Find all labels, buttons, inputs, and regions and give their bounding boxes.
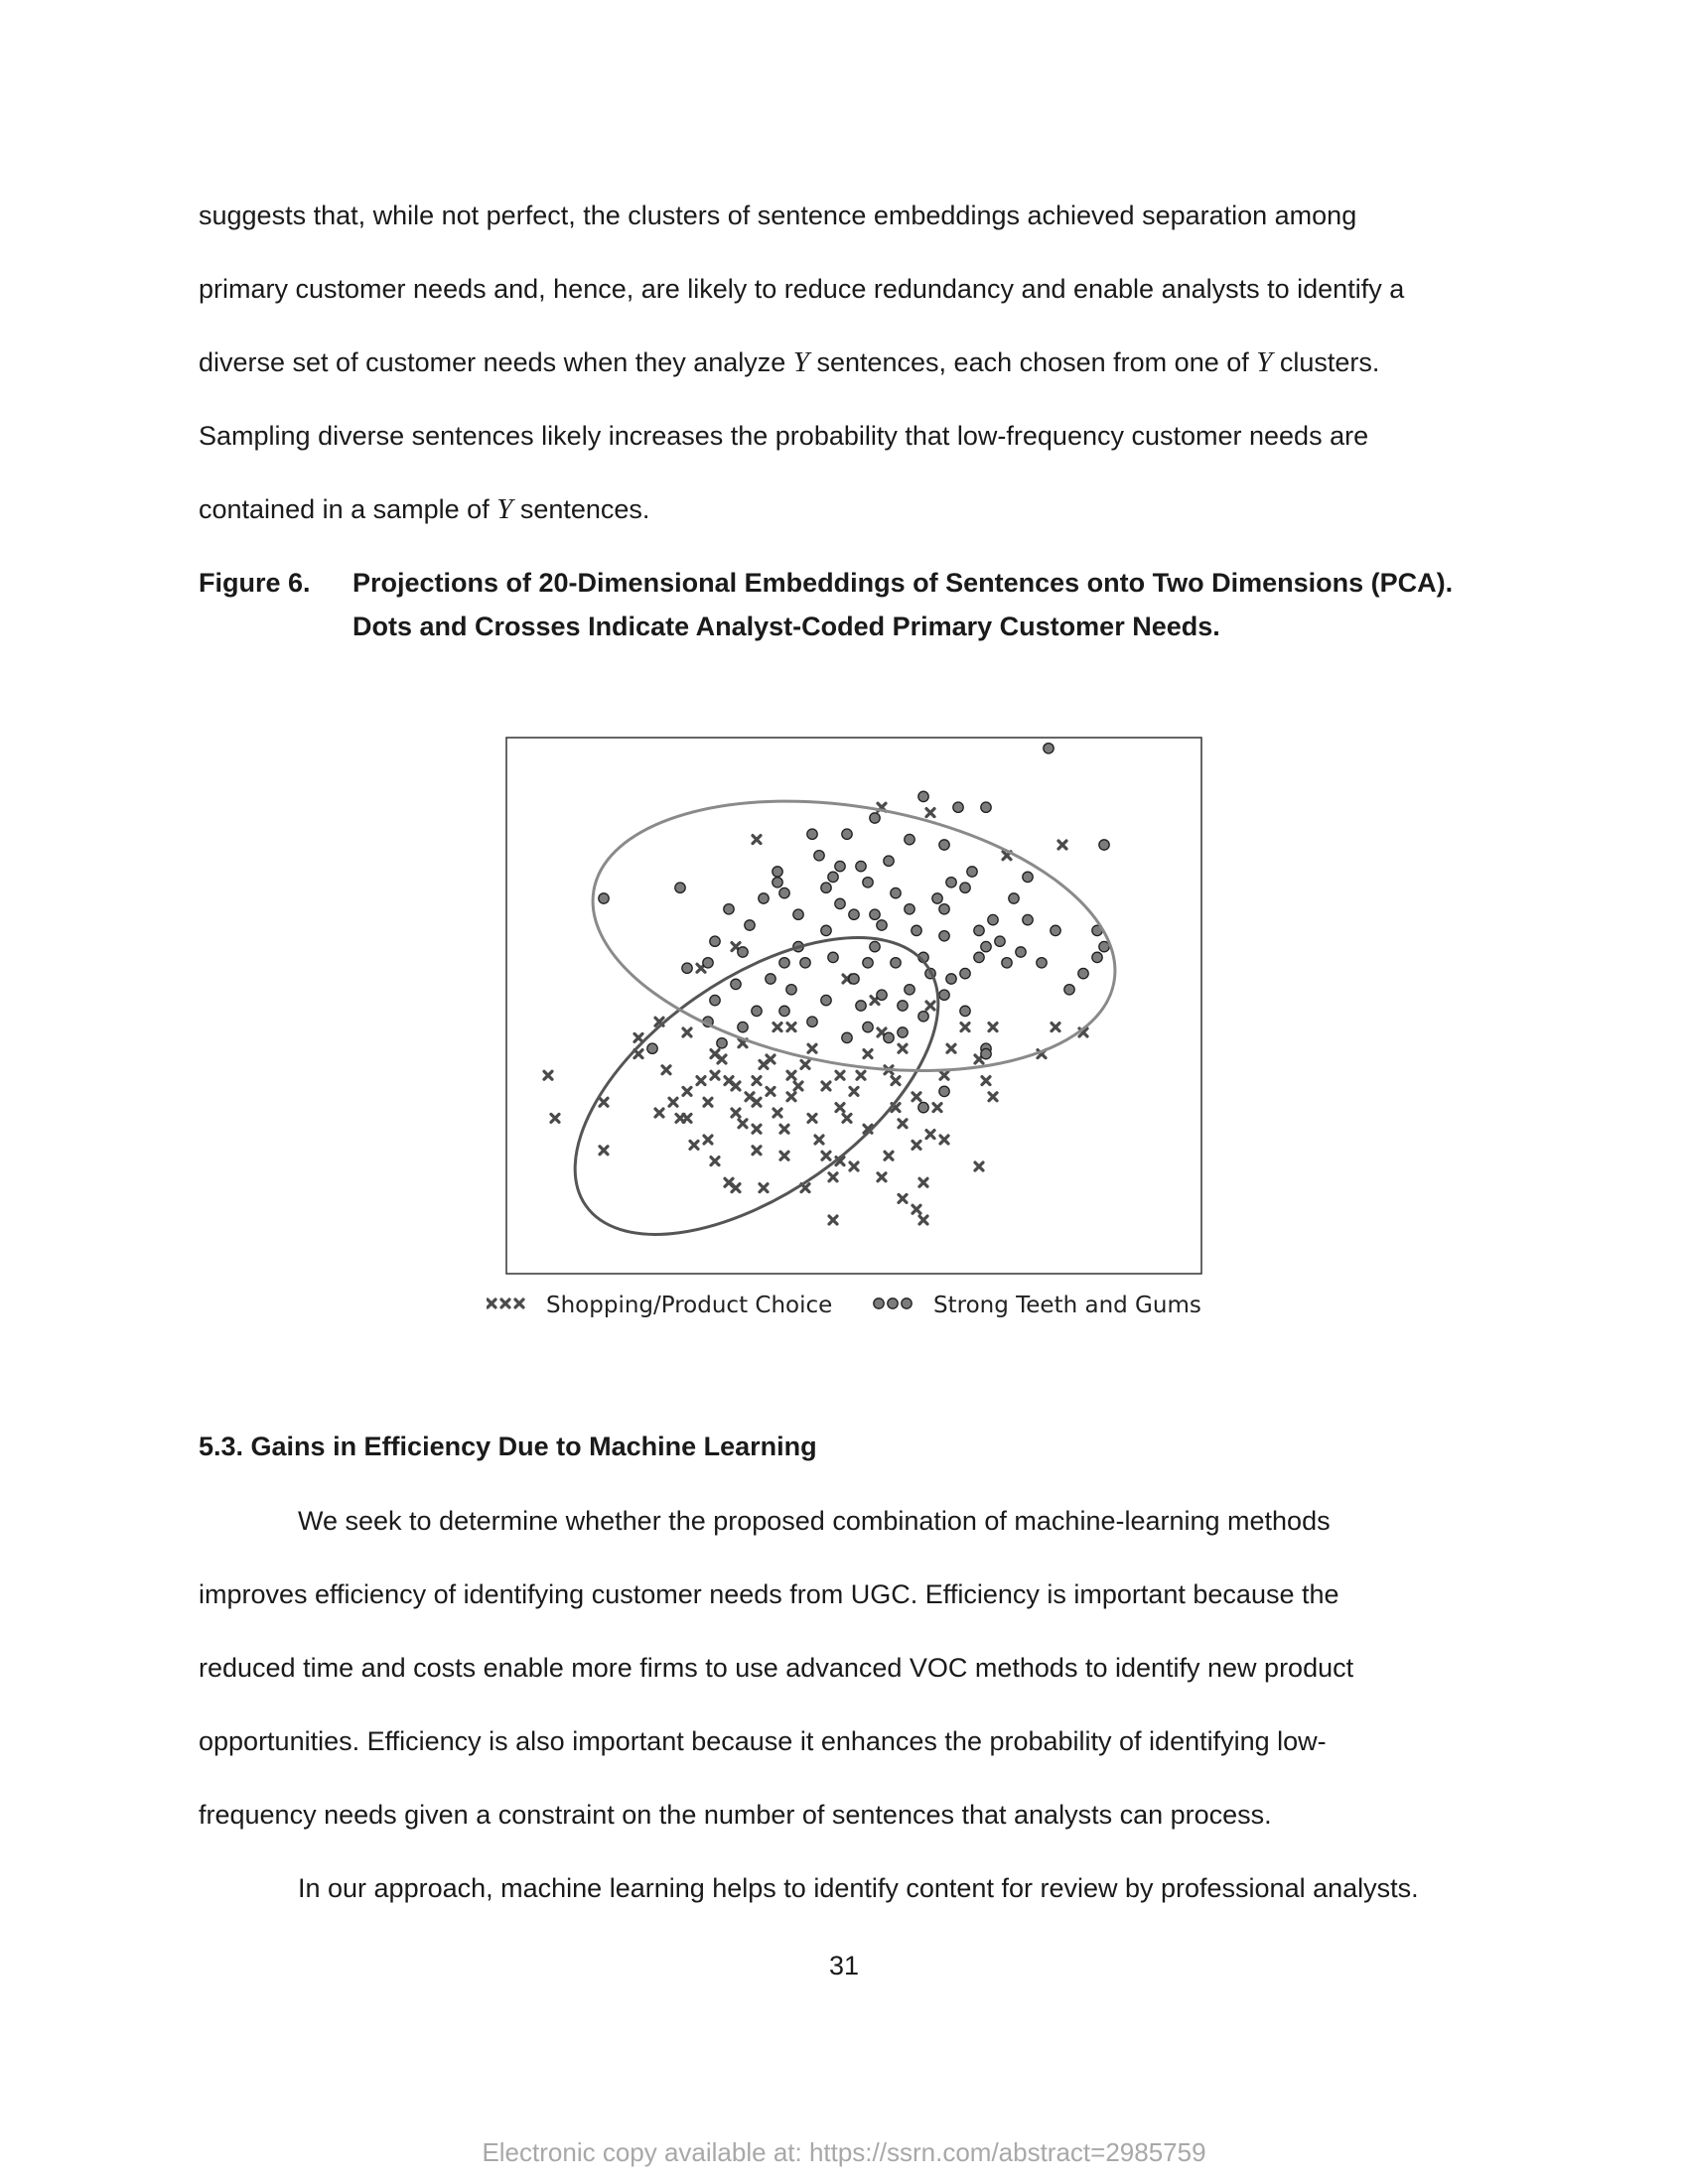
circle-point: [849, 974, 859, 984]
circle-point: [856, 861, 866, 871]
circle-point: [1023, 914, 1033, 924]
circle-point: [647, 1043, 657, 1053]
cross-point: [732, 1109, 740, 1117]
cross-point: [683, 1087, 691, 1095]
circle-point: [1044, 744, 1054, 753]
cross-point: [899, 1194, 907, 1202]
cross-point: [829, 1216, 837, 1224]
circle-point: [773, 867, 782, 877]
circle-point: [905, 834, 914, 844]
cross-point: [975, 1162, 983, 1170]
cross-point: [940, 1136, 948, 1144]
circle-point: [835, 861, 845, 871]
cross-point: [551, 1114, 559, 1122]
circle-point: [779, 958, 789, 968]
circle-point: [599, 893, 609, 903]
cross-point: [600, 1147, 608, 1155]
circle-point: [828, 872, 838, 882]
legend-label: Strong Teeth and Gums: [933, 1293, 1201, 1318]
circle-point: [1064, 985, 1074, 995]
math-variable: Y: [792, 346, 809, 378]
cluster-ellipse: [524, 879, 989, 1294]
cross-point: [892, 1077, 900, 1085]
circle-point: [710, 936, 720, 946]
cross-point: [767, 1087, 774, 1095]
circle-point: [1078, 968, 1088, 978]
circle-point: [981, 941, 991, 951]
cross-point: [989, 1024, 997, 1031]
circle-point: [905, 904, 914, 914]
cross-point: [669, 1098, 677, 1106]
circle-point: [870, 909, 880, 919]
circle-point: [849, 909, 859, 919]
cross-point: [739, 1120, 747, 1128]
paragraph-line: In our approach, machine learning helps to identify content for review by professional analysts.: [298, 1873, 1419, 1903]
circle-point: [738, 947, 748, 957]
cross-point: [947, 1044, 955, 1052]
circle-point: [793, 909, 803, 919]
text-run: clusters.: [1272, 347, 1380, 377]
paragraph-line: We seek to determine whether the proposed combination of machine-learning methods: [298, 1506, 1331, 1536]
circle-point: [891, 958, 901, 968]
plot-area: [506, 738, 1201, 1294]
paragraph-line: reduced time and costs enable more firms to use advanced VOC methods to identify new product: [199, 1653, 1354, 1683]
legend: [488, 1293, 1201, 1318]
figure-caption-line: Projections of 20-Dimensional Embeddings of Sentences onto Two Dimensions (PCA).: [352, 568, 1454, 598]
cross-point: [885, 1152, 893, 1160]
circle-point: [835, 898, 845, 908]
legend-cross-marker: [488, 1299, 495, 1307]
cross-point: [864, 1050, 872, 1058]
paragraph-line: improves efficiency of identifying customer needs from UGC. Efficiency is important because the: [199, 1579, 1339, 1609]
cross-point: [780, 1125, 788, 1133]
circle-point: [710, 995, 720, 1005]
circle-point: [981, 1048, 991, 1058]
cross-point: [774, 1024, 781, 1031]
cross-point: [850, 1162, 858, 1170]
cross-point: [822, 1152, 830, 1160]
circle-point: [766, 974, 775, 984]
cross-point: [683, 1028, 691, 1036]
cross-point: [857, 1071, 865, 1079]
text-run: contained in a sample of: [199, 494, 497, 524]
circle-point: [724, 904, 734, 914]
circle-point: [814, 851, 824, 861]
cross-point: [753, 1147, 761, 1155]
legend-label: Shopping/Product Choice: [546, 1293, 833, 1318]
circle-point: [960, 968, 970, 978]
circle-point: [884, 856, 894, 866]
circle-point: [1092, 952, 1102, 962]
circle-point: [821, 995, 831, 1005]
circle-point: [870, 941, 880, 951]
cross-point: [926, 1131, 934, 1139]
figure-caption-line: Dots and Crosses Indicate Analyst-Coded Primary Customer Needs.: [352, 612, 1220, 641]
circle-point: [939, 931, 949, 941]
circle-point: [939, 904, 949, 914]
plot-frame: [506, 738, 1201, 1274]
cross-point: [753, 1077, 761, 1085]
cross-point: [808, 1044, 816, 1052]
circle-point: [918, 1012, 928, 1022]
circle-point: [891, 887, 901, 897]
cross-point: [787, 1093, 795, 1101]
cross-point: [1058, 841, 1066, 849]
circle-point: [682, 963, 692, 973]
scatter-chart: [487, 730, 1241, 1325]
circle-point: [946, 878, 956, 887]
circle-point: [995, 936, 1005, 946]
legend-circle-marker: [874, 1298, 884, 1308]
paragraph-line: primary customer needs and, hence, are likely to reduce redundancy and enable analysts to identify a: [199, 274, 1405, 304]
circle-point: [1002, 958, 1012, 968]
circle-point: [1023, 872, 1033, 882]
cross-point: [697, 1077, 705, 1085]
cross-point: [926, 1002, 934, 1010]
circle-point: [953, 802, 963, 812]
cross-point: [634, 1033, 642, 1041]
cross-point: [801, 1060, 809, 1068]
circle-point: [1099, 840, 1109, 850]
cross-point: [780, 1152, 788, 1160]
legend-circle-marker: [888, 1298, 898, 1308]
circle-point: [779, 887, 789, 897]
cross-point: [690, 1141, 698, 1149]
cross-point: [711, 1071, 719, 1079]
circle-point: [974, 952, 984, 962]
paragraph-line: [199, 492, 649, 526]
circle-point: [703, 958, 713, 968]
cross-point: [836, 1104, 844, 1112]
cross-point: [794, 1082, 802, 1090]
cross-point: [913, 1141, 920, 1149]
cross-point: [808, 1114, 816, 1122]
section-heading: 5.3. Gains in Efficiency Due to Machine Learning: [199, 1432, 817, 1461]
circle-point: [1016, 947, 1026, 957]
circle-point: [939, 1086, 949, 1096]
circle-point: [842, 1032, 852, 1042]
math-variable: Y: [496, 493, 513, 525]
paragraph-line: opportunities. Efficiency is also important because it enhances the probability of identifying low-: [199, 1726, 1327, 1756]
circle-point: [863, 958, 873, 968]
cross-point: [822, 1082, 830, 1090]
circle-point: [717, 1038, 727, 1048]
circle-point: [988, 914, 998, 924]
cross-point: [704, 1098, 712, 1106]
cross-point: [1052, 1024, 1059, 1031]
circle-point: [759, 893, 769, 903]
cross-point: [829, 1173, 837, 1181]
circle-point: [932, 893, 942, 903]
paragraph-line: [199, 345, 1379, 379]
circle-point: [898, 1001, 908, 1011]
circle-point: [898, 1027, 908, 1037]
circle-point: [745, 920, 755, 930]
legend-cross-marker: [515, 1299, 523, 1307]
cross-point: [655, 1109, 663, 1117]
cross-point: [989, 1093, 997, 1101]
circle-point: [821, 883, 831, 892]
circle-point: [842, 829, 852, 839]
circle-point: [960, 1006, 970, 1016]
paragraph-line: frequency needs given a constraint on the number of sentences that analysts can process.: [199, 1800, 1272, 1830]
circle-point: [828, 952, 838, 962]
cross-point: [982, 1077, 990, 1085]
circle-point: [1009, 893, 1019, 903]
circle-point: [1051, 925, 1060, 935]
cross-point: [919, 1178, 927, 1186]
cross-point: [676, 1114, 684, 1122]
cross-point: [933, 1104, 941, 1112]
legend-circle-marker: [902, 1298, 912, 1308]
paragraph-line: suggests that, while not perfect, the clusters of sentence embeddings achieved separation among: [199, 201, 1357, 230]
cross-point: [753, 836, 761, 844]
circle-point: [675, 883, 685, 892]
circle-point: [773, 878, 782, 887]
circle-point: [1037, 958, 1047, 968]
text-run: sentences, each chosen from one of: [808, 347, 1257, 377]
circle-point: [939, 990, 949, 1000]
text-run: diverse set of customer needs when they analyze: [199, 347, 793, 377]
cross-point: [753, 1125, 761, 1133]
footer-link[interactable]: Electronic copy available at: https://ssrn.com/abstract=2985759: [482, 2137, 1206, 2167]
circle-point: [960, 883, 970, 892]
circle-point: [877, 920, 887, 930]
circle-point: [981, 802, 991, 812]
cross-point: [787, 1071, 795, 1079]
circle-point: [738, 1022, 748, 1031]
circle-point: [731, 979, 741, 989]
circle-point: [800, 958, 810, 968]
cross-point: [760, 1184, 768, 1192]
circle-point: [807, 829, 817, 839]
circle-point: [856, 1001, 866, 1011]
cross-point: [815, 1136, 823, 1144]
math-variable: Y: [1256, 346, 1273, 378]
cross-point: [850, 1087, 858, 1095]
circle-point: [877, 990, 887, 1000]
cluster-ellipse: [572, 763, 1137, 1109]
paragraph-line: Sampling diverse sentences likely increases the probability that low-frequency customer needs are: [199, 421, 1369, 451]
cross-point: [600, 1098, 608, 1106]
circle-point: [946, 974, 956, 984]
circle-point: [870, 813, 880, 823]
legend-cross-marker: [501, 1299, 509, 1307]
cross-point: [919, 1216, 927, 1224]
cross-point: [544, 1071, 552, 1079]
cross-point: [662, 1066, 670, 1074]
cross-point: [843, 1114, 851, 1122]
cross-point: [899, 1120, 907, 1128]
cross-point: [836, 1071, 844, 1079]
circle-point: [912, 925, 921, 935]
text-run: sentences.: [512, 494, 650, 524]
cross-point: [913, 1093, 920, 1101]
circle-point: [918, 791, 928, 801]
cross-point: [961, 1024, 969, 1031]
cross-point: [774, 1109, 781, 1117]
circle-point: [905, 985, 914, 995]
circle-point: [884, 1032, 894, 1042]
figure-label: Figure 6.: [199, 568, 311, 598]
circle-point: [863, 1022, 873, 1031]
circle-point: [752, 1006, 762, 1016]
circle-point: [786, 985, 796, 995]
cross-point: [926, 809, 934, 817]
circle-point: [807, 1017, 817, 1026]
circle-point: [821, 925, 831, 935]
circle-point: [863, 878, 873, 887]
circle-point: [779, 1006, 789, 1016]
circle-point: [918, 1102, 928, 1112]
cross-point: [878, 1173, 886, 1181]
cross-point: [787, 1024, 795, 1031]
circle-point: [967, 867, 977, 877]
cross-point: [913, 1205, 920, 1213]
cross-point: [704, 1136, 712, 1144]
page-number: 31: [828, 1951, 860, 1980]
cross-point: [899, 1044, 907, 1052]
cross-point: [711, 1158, 719, 1165]
circle-point: [974, 925, 984, 935]
cross-point: [940, 1071, 948, 1079]
circle-point: [939, 840, 949, 850]
